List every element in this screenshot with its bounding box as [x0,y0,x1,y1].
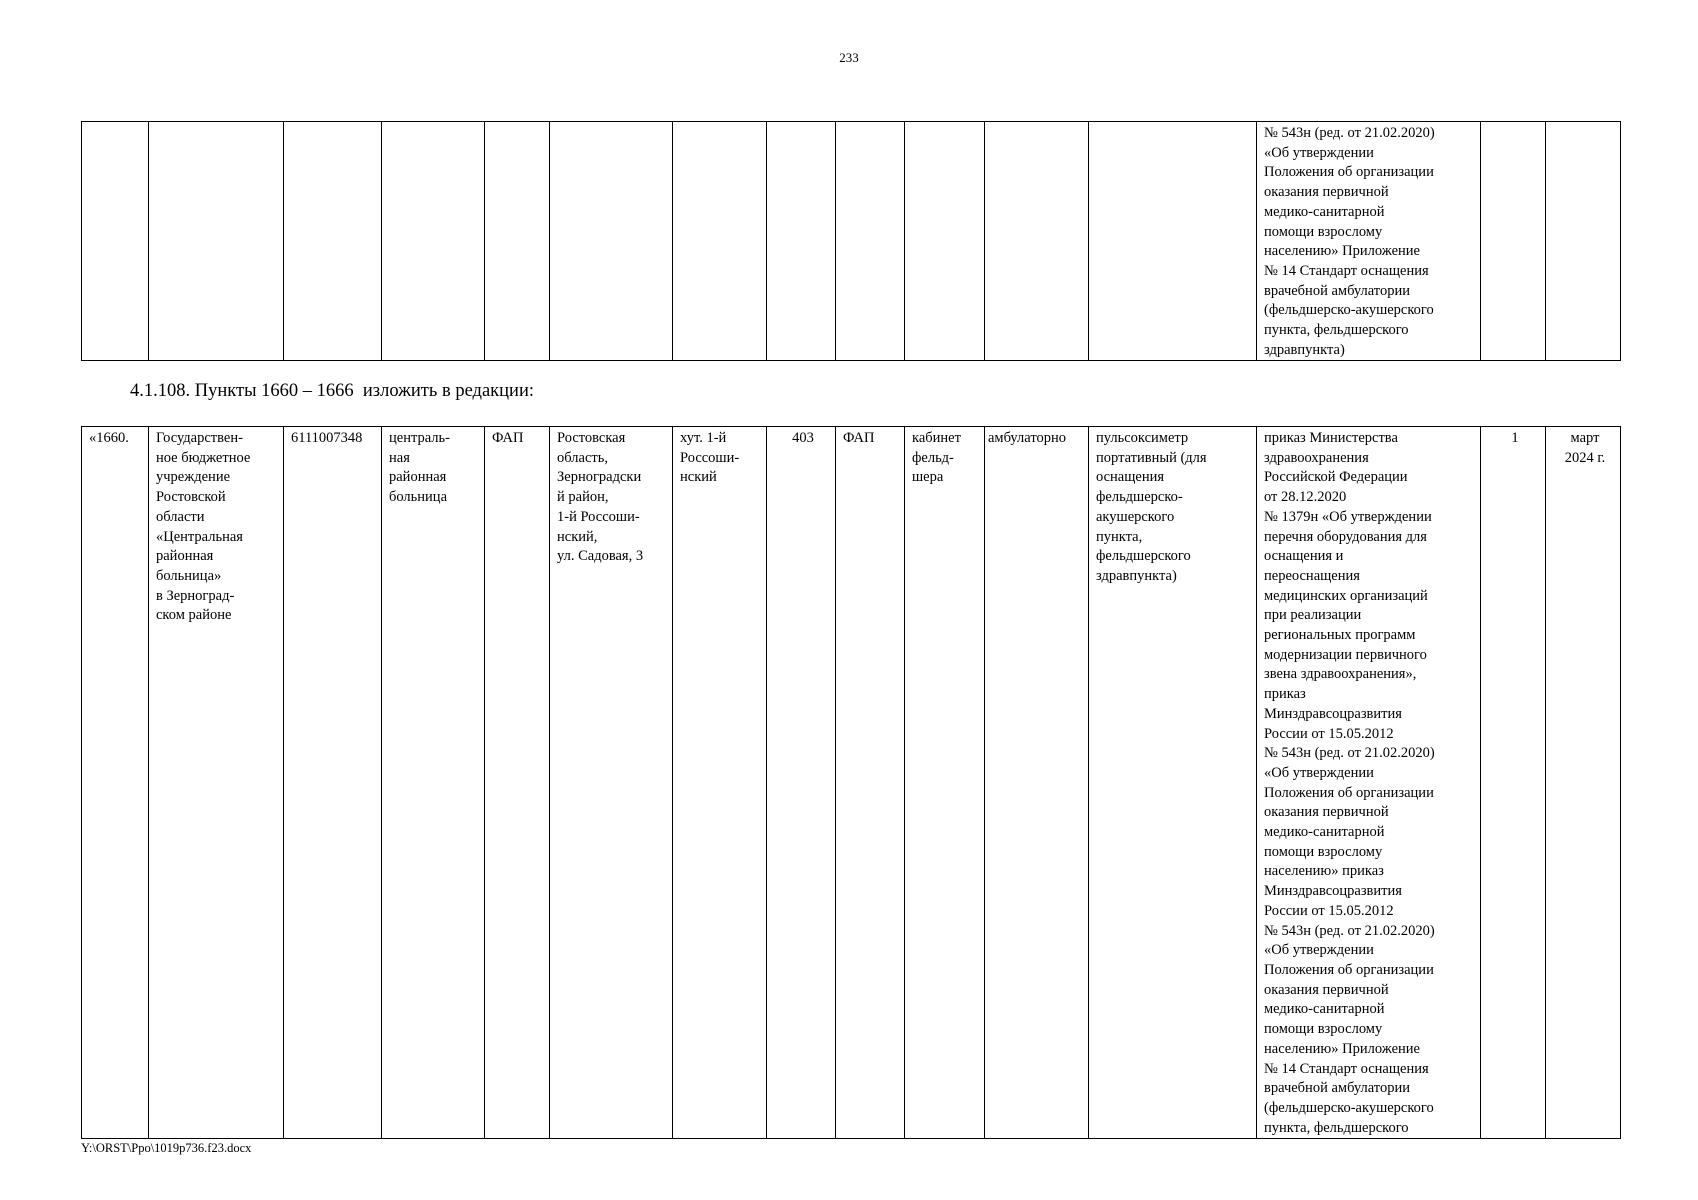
care-form: амбулаторно [985,427,1089,1139]
row-number: «1660. [82,427,149,1139]
legal-basis-cell: приказ Министерства здравоохранения Российской Федерации от 28.12.2020 № 1379н «Об утверждении перечня оборудования для оснащения и переоснащения медицинских организаций при реализации региональных программ модернизации первичного звена здравоохранения», приказ Минздравсоцразвития России от 15.05.2012 № 543н (ред. от 21.02.2020) «Об утверждении Положения об организации оказания первичной медико-санитарной помощи взрослому населению» приказ Минздравсоцразвития России от 15.05.2012 № 543н (ред. от 21.02.2020) «Об утверждении Положения об организации оказания первичной медико-санитарной помощи взрослому населению» Приложение № 14 Стандарт оснащения врачебной амбулатории (фельдшерско-акушерского пункта, фельдшерского [1257,427,1481,1139]
table-cell [82,122,149,361]
legal-basis-cell: № 543н (ред. от 21.02.2020) «Об утверждении Положения об организации оказания первичной медико-санитарной помощи взрослому населению» Приложение № 14 Стандарт оснащения врачебной амбулатории (фельдшерско-акушерского пункта, фельдшерского здравпункта) [1257,122,1481,361]
table-cell [905,122,985,361]
table-cell [673,122,767,361]
table-cell [149,122,284,361]
table-cell [550,122,673,361]
table-cell [1546,122,1621,361]
table-cell [382,122,485,361]
table-row [82,122,1621,361]
equipment: пульсоксиметр портативный (для оснащения фельдшерско- акушерского пункта, фельдшерского здравпункта) [1089,427,1257,1139]
table-cell [1481,122,1546,361]
page-number: 233 [839,50,859,65]
room: кабинет фельд- шера [905,427,985,1139]
address: Ростовская область, Зерноградски й район, 1-й Россоши- нский, ул. Садовая, 3 [550,427,673,1139]
table-cell [1089,122,1257,361]
table-cell [985,122,1089,361]
unit-type: ФАП [485,427,550,1139]
institution-name: Государствен- ное бюджетное учреждение Ростовской области «Центральная районная больница» в Зерноград- ском районе [149,427,284,1139]
table-cell [284,122,382,361]
organization-type: централь- ная районная больница [382,427,485,1139]
points-table [81,426,1621,1139]
facility-type: ФАП [836,427,905,1139]
settlement: хут. 1-й Россоши- нский [673,427,767,1139]
table-cell [485,122,550,361]
table-row [82,427,1621,1139]
quantity: 1 [1481,427,1546,1139]
deadline: март 2024 г. [1546,427,1621,1139]
population: 403 [767,427,836,1139]
continuation-table [81,121,1621,361]
footer-file-path: Y:\ORST\Ppo\1019p736.f23.docx [81,1141,252,1155]
section-heading: 4.1.108. Пункты 1660 – 1666 изложить в редакции: [130,381,534,401]
table-cell [836,122,905,361]
table-cell [767,122,836,361]
inn-value: 6111007348 [284,427,382,1139]
